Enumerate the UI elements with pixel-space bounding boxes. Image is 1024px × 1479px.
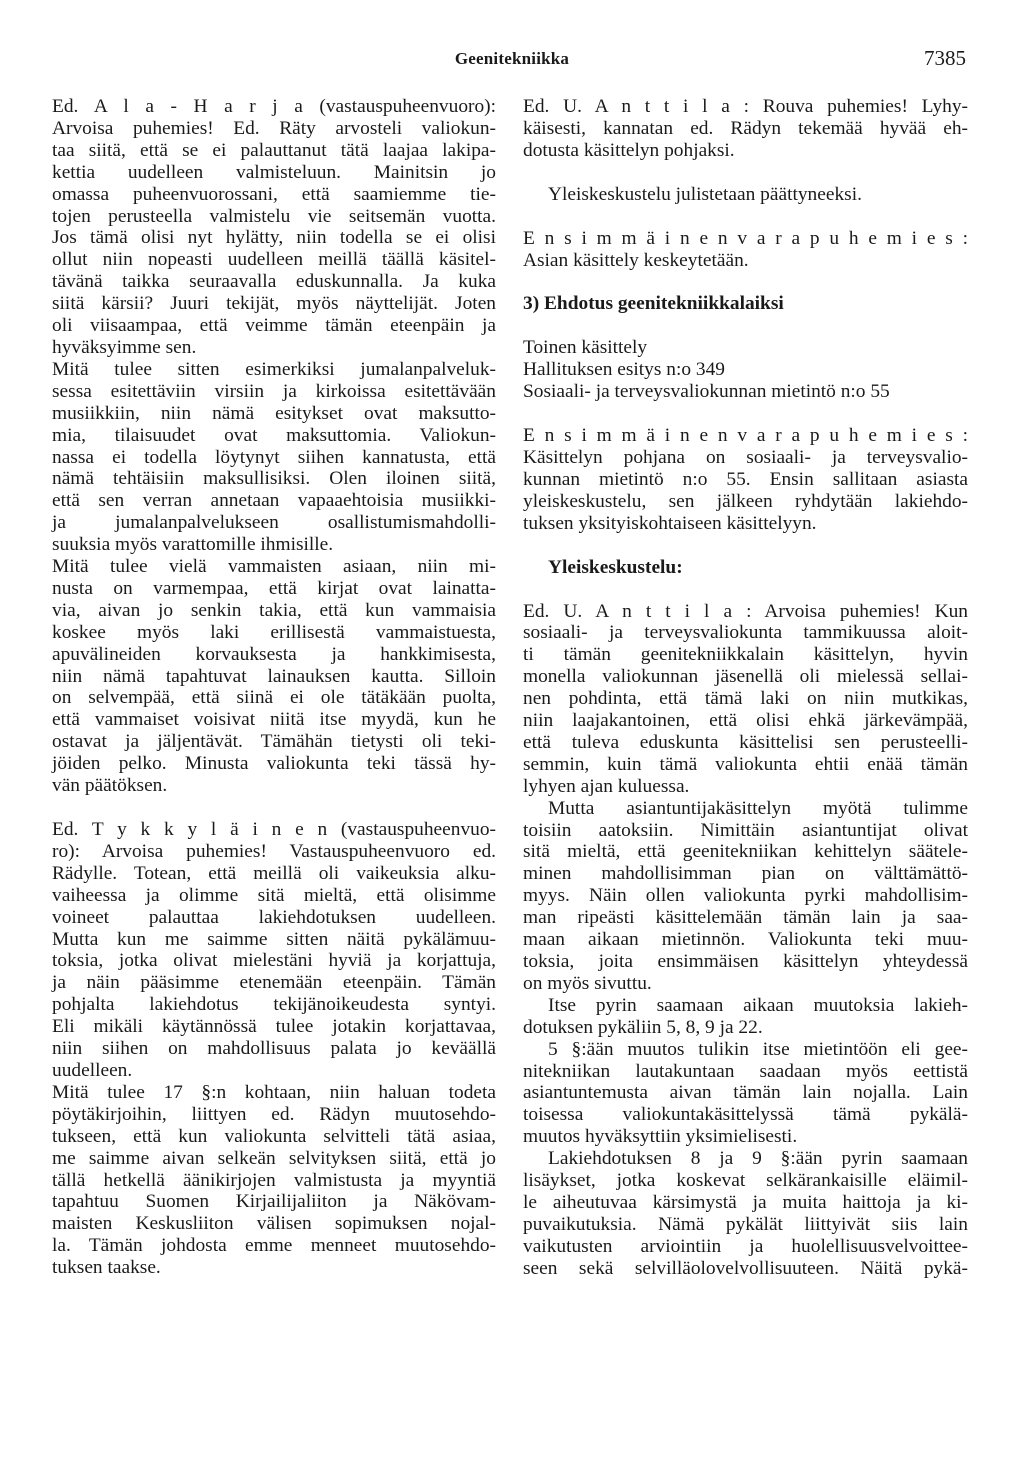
- text-line: nämä tehtäisiin maksullisiksi. Olen iloinen siitä,: [52, 468, 496, 490]
- text-line: Hallituksen esitys n:o 349: [523, 359, 725, 381]
- text-line: lyhyen ajan kuluessa.: [523, 775, 690, 797]
- speaker-heading: E n s i m m ä i n e n v a r a p u h e m i e s :: [523, 227, 968, 249]
- text-line: hyväksyimme sen.: [52, 336, 197, 358]
- text-line: ollut niin nopeasti uudelleen meillä täällä käsitel-: [52, 249, 496, 271]
- text-line: muutos hyväksyttiin yksimielisesti.: [523, 1126, 798, 1148]
- text-line: musiikkiin, niin nämä esitykset ovat maksutto-: [52, 402, 496, 424]
- paragraph-gap: [523, 271, 968, 293]
- text-line: 5 §:ään muutos tulikin itse mietintöön eli gee-: [548, 1038, 968, 1060]
- text-line: ti tämän geenitekniikkalain käsittelyn, hyvin: [523, 644, 968, 666]
- running-title: Geenitekniikka: [454, 49, 570, 68]
- text-line: oli viisaampaa, että veimme tämän eteenpäin ja: [52, 315, 496, 337]
- paragraph-gap: [523, 579, 968, 601]
- speaker-heading: E n s i m m ä i n e n v a r a p u h e m i e s :: [523, 425, 968, 447]
- text-line: dotuksen pykäliin 5, 8, 9 ja 22.: [523, 1016, 763, 1038]
- text-line: Jos tämä olisi nyt hylätty, niin todella se ei olisi: [52, 227, 496, 249]
- text-line: Lakiehdotuksen 8 ja 9 §:ään pyrin saamaan: [548, 1148, 968, 1170]
- speaker-name: A l a - H a r j a: [93, 96, 303, 117]
- text-line: vaikutusten arviointiin ja huolellisuusvelvoittee-: [523, 1235, 968, 1257]
- text-line: toksia, jotka olivat mielestäni hyviä ja korjattuja,: [52, 950, 496, 972]
- text-line: Mitä tulee 17 §:n kohtaan, niin haluan todeta: [52, 1081, 496, 1103]
- section-heading: Yleiskeskustelu:: [548, 556, 683, 578]
- text-line: semmin, kuin tämä valiokunta ehtii enää tämän: [523, 753, 968, 775]
- text-line: via, aivan jo senkin takia, että kun vammaisia: [52, 599, 496, 621]
- speaker-remark: : Rouva puhemies! Lyhy-: [729, 96, 968, 117]
- text-line: sosiaali- ja terveysvaliokunta tammikuussa aloit-: [523, 622, 968, 644]
- text-line: sessa esitettäviin virsiin ja kirkoissa esitettävään: [52, 380, 496, 402]
- text-line: le aiheutuvaa kärsimystä ja muita haittoja ja ki-: [523, 1191, 968, 1213]
- speaker-line: [52, 96, 496, 118]
- text-line: Yleiskeskustelu julistetaan päättyneeksi.: [548, 183, 862, 205]
- text-line: toisessa valiokuntakäsittelyssä tämä pykälä-: [523, 1104, 968, 1126]
- text-line: jöiden pelko. Minusta valiokunta teki tässä hy-: [52, 753, 496, 775]
- section-heading: 3) Ehdotus geenitekniikkalaiksi: [523, 293, 784, 315]
- text-line: la. Tämän johdosta emme menneet muutosehdo-: [52, 1235, 496, 1257]
- speaker-prefix: Ed. U.: [523, 600, 596, 622]
- speaker-line: [523, 601, 968, 623]
- text-line: Arvoisa puhemies! Ed. Räty arvosteli valiokun-: [52, 117, 496, 139]
- text-line: Käsittelyn pohjana on sosiaali- ja terveysvalio-: [523, 446, 968, 468]
- speaker-name: A n t t i l a: [595, 600, 733, 622]
- text-line: asiantuntemusta aivan tämän lain nojalla. Lain: [523, 1082, 968, 1104]
- text-line: nusta on varmempaa, että kirjat ovat lainatta-: [52, 577, 496, 599]
- text-line: mia, tilaisuudet ovat maksuttomia. Valiokun-: [52, 424, 496, 446]
- text-line: toisiin aatoksiin. Nimittäin asiantuntijat olivat: [523, 819, 968, 841]
- text-line: seen sekä selvilläolovelvollisuuteen. Näitä pykä-: [523, 1257, 968, 1279]
- text-line: tukseen, että kun valiokunta selvitteli tätä asiaa,: [52, 1125, 496, 1147]
- speaker-prefix: Ed.: [52, 819, 92, 840]
- left-column: [52, 96, 496, 1279]
- text-line: Mutta asiantuntijakäsittelyn myötä tulimme: [548, 797, 968, 819]
- text-line: käisesti, kannatan ed. Rädyn tekemää hyvää eh-: [523, 117, 968, 139]
- text-line: siitä kärsii? Juuri tekijät, myös näyttelijät. Joten: [52, 293, 496, 315]
- text-line: man ripeästi käsittelemään tämän lain ja saa-: [523, 907, 968, 929]
- paragraph-gap: [523, 162, 968, 184]
- text-line: maisten Keskusliiton välisen sopimuksen nojal-: [52, 1213, 496, 1235]
- text-line: tällä hetkellä äänikirjojen valmistusta ja myyntiä: [52, 1169, 496, 1191]
- text-line: tapahtuu Suomen Kirjailijaliiton ja Näkövam-: [52, 1191, 496, 1213]
- text-line: nassa ei todella löytynyt siihen kannatusta, että: [52, 446, 496, 468]
- text-line: tävänä taikka seuraavalla eduskunnalla. Ja kuka: [52, 271, 496, 293]
- text-line: Itse pyrin saamaan aikaan muutoksia lakieh-: [548, 994, 968, 1016]
- text-line: ja näin pääsimme etenemään eteenpäin. Tämän: [52, 972, 496, 994]
- paragraph-gap: [523, 535, 968, 557]
- text-line: niin laajakantoinen, että olisi ehkä järkevämpää,: [523, 710, 968, 732]
- text-line: kettia uudelleen valmisteluun. Mainitsin jo: [52, 161, 496, 183]
- text-line: nitekniikan lautakuntaan saadaan myös eettistä: [523, 1060, 968, 1082]
- text-line: Eli mikäli käytännössä tulee jotakin korjattavaa,: [52, 1016, 496, 1038]
- text-line: koskee myös laki erillisestä vammaistuesta,: [52, 621, 496, 643]
- text-line: puvaikutuksia. Nämä pykälät liittyivät siis lain: [523, 1213, 968, 1235]
- page-number: 7385: [924, 46, 966, 70]
- text-line: vän päätöksen.: [52, 775, 168, 797]
- text-line: monella valiokunnan jäsenellä oli mielessä sellai-: [523, 666, 968, 688]
- text-line: ostavat ja jäljentävät. Tämähän tietysti oli teki-: [52, 731, 496, 753]
- speaker-prefix: Ed. U.: [523, 96, 595, 117]
- paragraph-gap: [52, 797, 496, 819]
- text-line: omassa puheenvuorossani, että saamiemme tie-: [52, 183, 496, 205]
- text-line: tuksen yksityiskohtaiseen käsittelyyn.: [523, 512, 817, 534]
- text-line: ja jumalanpalvelukseen osallistumismahdolli-: [52, 512, 496, 534]
- text-line: voineet palauttaa lakiehdotuksen uudelleen.: [52, 906, 496, 928]
- text-line: että tuleva eduskunta käsittelisi sen perusteelli-: [523, 731, 968, 753]
- right-column: [523, 96, 968, 1280]
- text-line: Sosiaali- ja terveysvaliokunnan mietintö n:o 55: [523, 381, 890, 403]
- text-line: uudelleen.: [52, 1059, 133, 1081]
- text-line: yleiskeskustelu, sen jälkeen ryhdytään lakiehdo-: [523, 490, 968, 512]
- text-line: toksia, joita ensimmäisen käsittelyn yhteydessä: [523, 951, 968, 972]
- text-line: tojen perusteella valmistelu vie seitsemän vuotta.: [52, 205, 496, 227]
- text-line: niin siihen on mahdollisuus palata jo keväällä: [52, 1038, 496, 1060]
- text-line: apuvälineiden korvauksesta ja hankkimisesta,: [52, 643, 496, 665]
- text-line: niin nämä tapahtuvat lainauksen kautta. Silloin: [52, 665, 496, 687]
- text-line: suuksia myös varattomille ihmisille.: [52, 534, 334, 556]
- text-line: lisäykset, jotka koskevat selkärankaisille eläimil-: [523, 1170, 968, 1192]
- text-line: sitä mieltä, että geenitekniikan kehittelyn säätele-: [523, 841, 968, 863]
- text-line: Toinen käsittely: [523, 337, 648, 359]
- text-line: nen pohdinta, että tämä laki on niin mutkikas,: [523, 688, 968, 710]
- text-line: myys. Näin ollen valiokunta pyrki mahdollisim-: [523, 885, 968, 907]
- speaker-line: [52, 819, 496, 841]
- text-line: Rädylle. Totean, että meillä oli vaikeuksia alku-: [52, 862, 496, 884]
- text-line: dotusta käsittelyn pohjaksi.: [523, 139, 735, 161]
- text-line: tuksen taakse.: [52, 1257, 161, 1279]
- text-line: pöytäkirjoihin, liittyen ed. Rädyn muutosehdo-: [52, 1103, 496, 1125]
- speaker-name: T y k k y l ä i n e n: [91, 819, 328, 840]
- text-line: ro): Arvoisa puhemies! Vastauspuheenvuoro ed.: [52, 840, 496, 862]
- text-line: Asian käsittely keskeytetään.: [523, 249, 749, 271]
- text-line: me saimme aivan selkeän selvityksen siitä, että jo: [52, 1147, 496, 1169]
- speaker-prefix: Ed.: [52, 96, 94, 117]
- text-line: Mutta kun me saimme sitten näitä pykälämuu-: [52, 928, 496, 950]
- text-line: että vammaiset voisivat niitä itse myydä, kun he: [52, 709, 496, 731]
- paragraph-gap: [523, 403, 968, 425]
- speaker-remark: (vastauspuheenvuo-: [327, 819, 496, 840]
- text-line: on selvempää, että siinä ei ole tätäkään puolta,: [52, 687, 496, 709]
- speaker-remark: : Arvoisa puhemies! Kun: [732, 600, 969, 622]
- text-line: kunnan mietintö n:o 55. Ensin sallitaan asiasta: [523, 468, 968, 490]
- paragraph-gap: [523, 315, 968, 337]
- speaker-line: [523, 96, 968, 118]
- text-line: taa siitä, että se ei palauttanut tätä laajaa lakipa-: [52, 139, 496, 161]
- paragraph-gap: [523, 206, 968, 228]
- text-line: vaiheessa ja olimme sitä mieltä, että olisimme: [52, 884, 496, 906]
- text-line: pohjalta lakiehdotus tekijänoikeudesta syntyi.: [52, 994, 496, 1016]
- text-line: Mitä tulee sitten esimerkiksi jumalanpalveluk-: [52, 358, 496, 380]
- text-line: Mitä tulee vielä vammaisten asiaan, niin mi-: [52, 556, 496, 578]
- speaker-remark: (vastauspuheenvuoro):: [302, 96, 497, 117]
- text-line: on myös sivuttu.: [523, 972, 652, 994]
- speaker-name: A n t t i l a: [594, 96, 730, 117]
- text-line: maan aikaan mietinnön. Valiokunta teki muu-: [523, 929, 968, 951]
- text-line: että sen verran annetaan vapaaehtoisia musiikki-: [52, 490, 496, 512]
- text-line: minen mahdollisimman pian on välttämättö-: [523, 863, 968, 885]
